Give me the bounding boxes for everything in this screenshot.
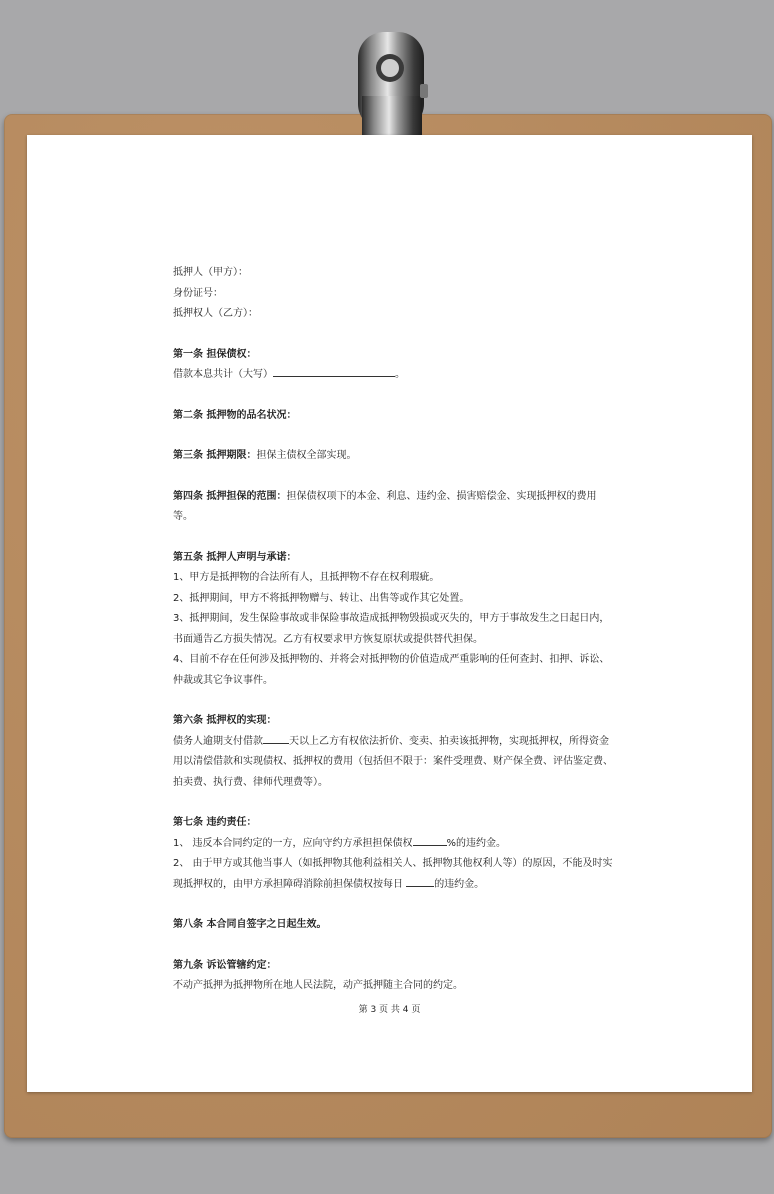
article5-item4: 4、目前不存在任何涉及抵押物的、并将会对抵押物的价值造成严重影响的任何查封、扣押、诉讼、仲裁或其它争议事件。	[173, 654, 610, 686]
article9-title: 第九条 诉讼管辖约定：	[173, 959, 277, 971]
article3: 第三条 抵押期限：担保主债权全部实现。	[173, 450, 357, 461]
article7-item2: 2、 由于甲方或其他当事人（如抵押物其他利益相关人、抵押物其他权利人等）的原因，不能及时实现抵押权的，由甲方承担障碍消除前担保债权按每日 的违约金。	[173, 858, 613, 890]
article5-item2: 2、抵押期间，甲方不将抵押物赠与、转让、出售等或作其它处置。	[173, 592, 470, 604]
document-page	[27, 135, 752, 1092]
article1-title: 第一条 担保债权：	[173, 348, 257, 360]
mortgagee-line: 抵押权人（乙方）：	[173, 308, 258, 319]
id-number-line: 身份证号：	[173, 287, 223, 299]
article7-item1: 1、 违反本合同约定的一方，应向守约方承担担保债权 %的违约金。	[173, 834, 613, 855]
article6-title: 第六条 抵押权的实现：	[173, 715, 277, 726]
article5-item3: 3、抵押期间，发生保险事故或非保险事故造成抵押物毁损或灭失的，甲方于事故发生之日起日内，书面通告乙方损失情况。乙方有权要求甲方恢复原状或提供替代担保。	[173, 613, 610, 645]
article6-body: 债务人逾期支付借款 天以上乙方有权依法折价、变卖、拍卖该抵押物，实现抵押权，所得资金用以清偿借款和实现债权、抵押权的费用（包括但不限于：案件受理费、财产保全费、评估鉴定费、拍卖费、执行费、律师代理费等）。	[173, 732, 613, 794]
article5-item1: 1、甲方是抵押物的合法所有人，且抵押物不存在权利瑕疵。	[173, 572, 440, 583]
contract-text	[173, 263, 613, 997]
article4: 第四条 抵押担保的范围：担保债权项下的本金、利息、违约金、损害赔偿金、实现抵押权的费用等。	[173, 490, 597, 522]
article9-body: 不动产抵押为抵押物所在地人民法院，动产抵押随主合同的约定。	[173, 980, 463, 991]
amount-blank[interactable]	[273, 365, 395, 377]
article2-title: 第二条 抵押物的品名状况：	[173, 409, 297, 421]
article8: 第八条 本合同自签字之日起生效。	[173, 919, 327, 930]
mortgagor-line: 抵押人（甲方）：	[173, 267, 248, 278]
article5-title: 第五条 抵押人声明与承诺：	[173, 551, 297, 563]
article1-body: 借款本息共计（大写） 。	[173, 365, 613, 386]
penalty-percent-blank[interactable]	[413, 834, 447, 846]
daily-penalty-blank[interactable]	[406, 875, 434, 887]
overdue-days-blank[interactable]	[263, 732, 289, 744]
article7-title: 第七条 违约责任：	[173, 817, 257, 828]
page-number: 第 3 页 共 4 页	[358, 1005, 421, 1015]
